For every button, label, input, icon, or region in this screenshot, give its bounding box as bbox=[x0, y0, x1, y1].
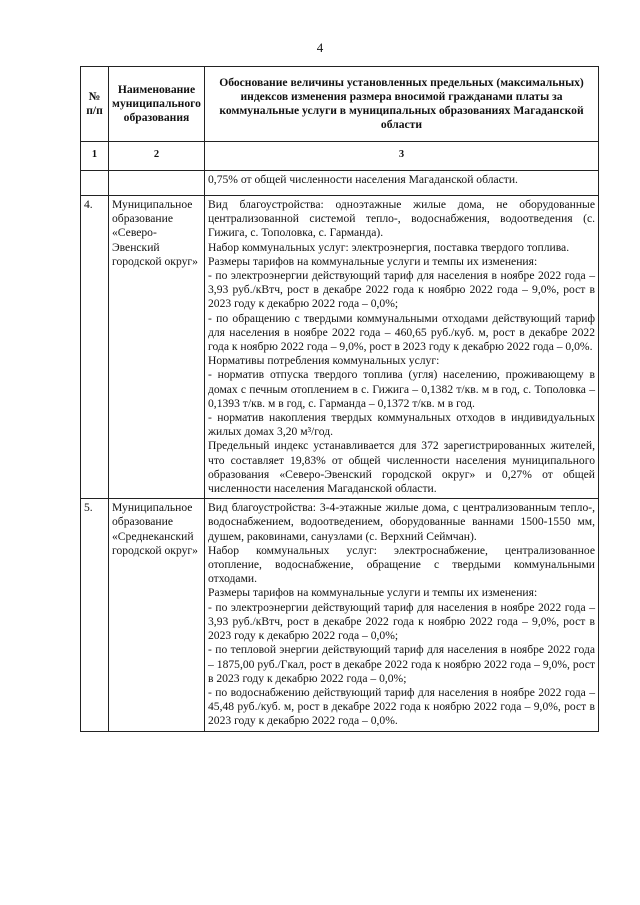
paragraph: Размеры тарифов на коммунальные услуги и темпы их изменения: bbox=[208, 254, 538, 268]
paragraph: Нормативы потребления коммунальных услуг: bbox=[208, 354, 440, 368]
paragraph: - по водоснабжению действующий тариф для населения в ноябре 2022 года – 45,48 руб./куб. м, рост в декабре 2022 года к ноябрю 2022 года – 9,0%, рост в 2023 году к декабрю 2022 года – 0,0%. bbox=[208, 685, 595, 728]
header-number: № п/п bbox=[81, 67, 109, 142]
paragraph: Набор коммунальных услуг: электроснабжение, централизованное отопление, водоснабжение, обращение с твердыми коммунальными отходами. bbox=[208, 543, 595, 586]
paragraph: - норматив отпуска твердого топлива (угля) населению, проживающему в домах с печным отоплением в с. Гижига – 0,1382 т/кв. м в год, с. Тополовка – 0,1393 т/кв. м в год, с. Гарманда – 0,1372 т/кв. м в год. bbox=[208, 368, 595, 410]
table-header-row bbox=[81, 67, 599, 142]
header-justification: Обоснование величины установленных предельных (максимальных) индексов изменения размера вносимой гражданами платы за коммунальные услуги в муниципальных образованиях Магаданской области bbox=[205, 67, 599, 142]
column-number-row bbox=[81, 142, 599, 171]
continuation-text: 0,75% от общей численности населения Магаданской области. bbox=[205, 171, 599, 196]
column-number: 1 bbox=[81, 142, 109, 171]
paragraph: Вид благоустройства: одноэтажные жилые дома, не оборудованные централизованной системой тепло-, водоснабжения, водоотведения (с. Гижига, с. Тополовка, с. Гарманда). bbox=[208, 198, 595, 240]
column-number: 2 bbox=[109, 142, 205, 171]
page-number: 4 bbox=[316, 40, 324, 55]
paragraph: - по электроэнергии действующий тариф для населения в ноябре 2022 года – 3,93 руб./кВтч, рост в декабре 2022 года к ноябрю 2022 года – 9,0%, рост в 2023 году к декабрю 2022 года – 0,0%; bbox=[208, 269, 595, 311]
header-municipality: Наименование муниципального образования bbox=[109, 67, 205, 142]
paragraph: Размеры тарифов на коммунальные услуги и темпы их изменения: bbox=[208, 586, 538, 600]
row-number: 5. bbox=[81, 499, 109, 731]
paragraph: - по тепловой энергии действующий тариф для населения в ноябре 2022 года – 1875,00 руб./Гкал, рост в декабре 2022 года к ноябрю 2022 года – 9,0%, рост в 2023 году к декабрю 2022 года – 0,0%; bbox=[208, 643, 595, 685]
paragraph: - по электроэнергии действующий тариф для населения в ноябре 2022 года – 3,93 руб./кВтч, рост в декабре 2022 года к ноябрю 2022 года – 9,0%, рост в 2023 году к декабрю 2022 года – 0,0%; bbox=[208, 600, 595, 643]
paragraph: Вид благоустройства: 3-4-этажные жилые дома, с централизованным тепло-, водоснабжением, водоотведением, оборудованные ваннами 1500-1550 мм, душем, раковинами, санузлами (с. Верхний Сеймчан). bbox=[208, 501, 595, 543]
index-justification-table bbox=[80, 66, 599, 732]
paragraph: Предельный индекс устанавливается для 372 зарегистрированных жителей, что составляет 19,83% от общей численности населения муниципального образования «Северо-Эвенский городской округ» и 0,27% от общей численности населения Магаданской области. bbox=[208, 439, 595, 496]
municipality-name: Муниципальное образование «Северо-Эвенский городской округ» bbox=[109, 196, 205, 499]
row-number: 4. bbox=[81, 196, 109, 499]
table-row bbox=[81, 196, 599, 499]
justification-cell bbox=[205, 196, 599, 499]
paragraph: Набор коммунальных услуг: электроэнергия, поставка твердого топлива. bbox=[208, 240, 570, 254]
municipality-name: Муниципальное образование «Среднеканский городской округ» bbox=[109, 499, 205, 731]
justification-cell bbox=[205, 499, 599, 731]
paragraph: - норматив накопления твердых коммунальных отходов в индивидуальных жилых домах 3,20 м³/год. bbox=[208, 411, 595, 439]
continuation-row bbox=[81, 171, 599, 196]
table-row bbox=[81, 499, 599, 731]
paragraph: - по обращению с твердыми коммунальными отходами действующий тариф для населения в ноябре 2022 года – 460,65 руб./куб. м, рост в декабре 2022 года к ноябрю 2022 года – 9,0%, рост в 2023 году к декабрю 2022 года – 0,0%. bbox=[208, 311, 595, 354]
column-number: 3 bbox=[205, 142, 599, 171]
